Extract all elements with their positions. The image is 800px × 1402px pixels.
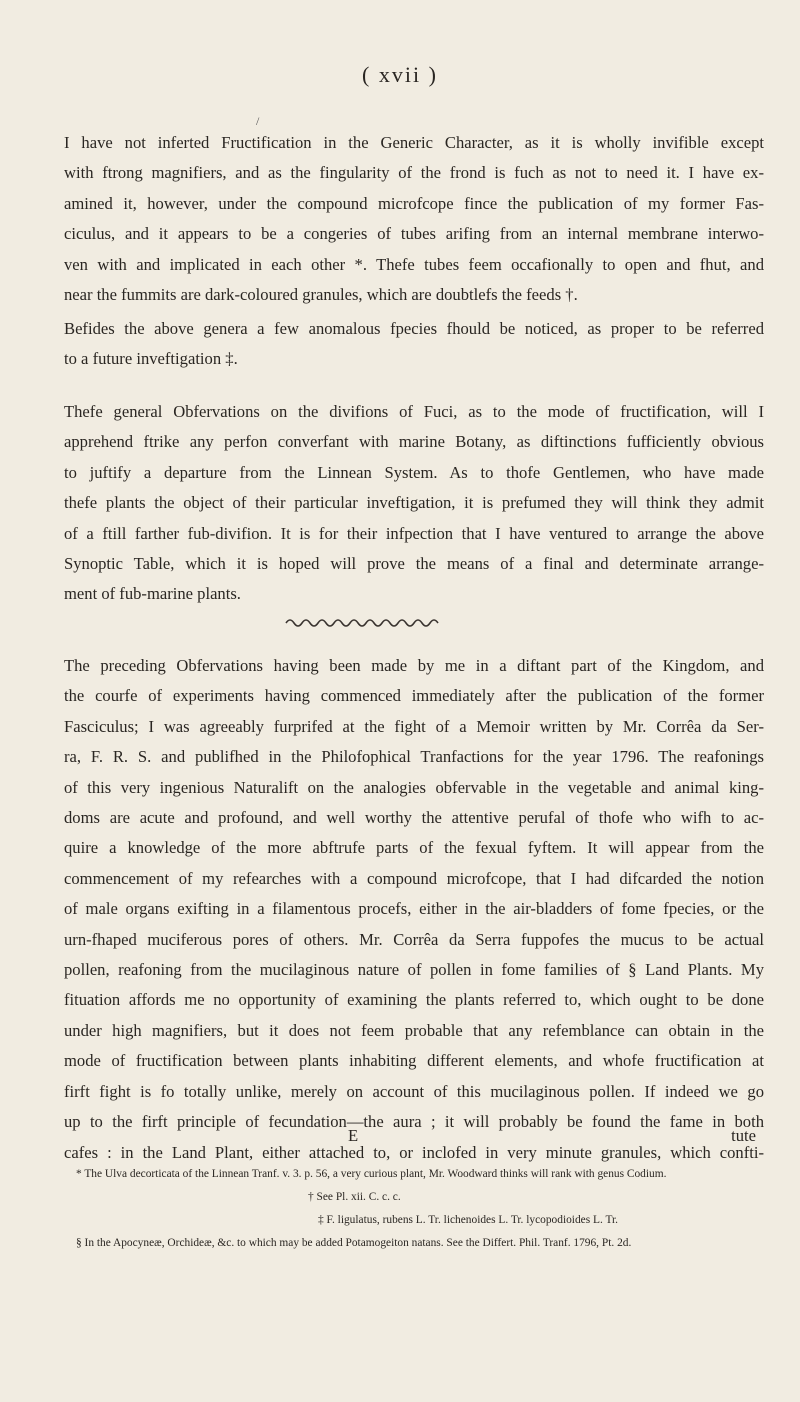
paragraph-2 bbox=[36, 314, 764, 375]
page-number: ( xvii ) bbox=[362, 62, 438, 87]
text-line: firft fight is fo totally unlike, merely on account of this mucilaginous pollen. If indeed we go bbox=[64, 1081, 764, 1101]
text-line: fituation affords me no opportunity of examining the plants referred to, which ought to be done bbox=[64, 990, 764, 1010]
text-line: ciculus, and it appears to be a congeries of tubes arifing from an internal membrane interwo- bbox=[64, 224, 764, 244]
text-line: pollen, reafoning from the mucilaginous nature of pollen in fome families of § Land Plants. My bbox=[64, 960, 764, 980]
text-line: Synoptic Table, which it is hoped will prove the means of a final and determinate arrange- bbox=[64, 554, 764, 574]
text-line: of this very ingenious Naturalift on the analogies obfervable in the vegetable and animal king- bbox=[64, 777, 764, 797]
text-line: Fasciculus; I was agreeably furprifed at the fight of a Memoir written by Mr. Corrêa da Ser- bbox=[64, 716, 764, 736]
text-line: up to the firft principle of fecundation—the aura ; it will probably be found the fame in both bbox=[64, 1112, 764, 1132]
paragraph-1 bbox=[36, 128, 764, 310]
catchword: tute bbox=[731, 1126, 756, 1145]
text-line: ment of fub-marine plants. bbox=[64, 584, 241, 604]
text-line: with ftrong magnifiers, and as the fingularity of the frond is fuch as not to need it. I have ex- bbox=[64, 163, 764, 183]
text-line: thefe plants the object of their particular inveftigation, it is prefumed they will think they admit bbox=[64, 493, 764, 513]
text-line: ven with and implicated in each other *. Thefe tubes feem occafionally to open and fhut, and bbox=[64, 254, 764, 274]
text-line: the courfe of experiments having commenced immediately after the publication of the former bbox=[64, 686, 764, 706]
text-line: Befides the above genera a few anomalous fpecies fhould be noticed, as proper to be referred bbox=[64, 319, 764, 338]
stray-mark: / bbox=[256, 114, 260, 128]
text-line: quire a knowledge of the more abftrufe parts of the fexual fyftem. It will appear from the bbox=[64, 838, 764, 858]
footnotes bbox=[48, 1163, 760, 1255]
text-line: of a ftill farther fub-divifion. It is for their infpection that I have ventured to arrange the above bbox=[64, 523, 764, 543]
text-line: The preceding Obfervations having been made by me in a diftant part of the Kingdom, and bbox=[64, 656, 764, 675]
text-line: commencement of my refearches with a compound microfcope, that I had difcarded the notion bbox=[64, 868, 764, 888]
footnote: † See Pl. xii. C. c. c. bbox=[308, 1191, 401, 1203]
text-line: apprehend ftrike any perfon converfant with marine Botany, as diftinctions fufficiently obvious bbox=[64, 432, 764, 452]
text-line: urn-fhaped muciferous pores of others. Mr. Corrêa da Serra fuppofes the mucus to be actual bbox=[64, 929, 764, 949]
footnote: § In the Apocyneæ, Orchideæ, &c. to which may be added Potamogeiton natans. See the Differt. Phil. Tranf. 1796, Pt. 2d. bbox=[76, 1237, 632, 1249]
text-line: of male organs exifting in a filamentous procefs, either in the air-bladders of fome fpecies, or the bbox=[64, 899, 764, 919]
text-line: cafes : in the Land Plant, either attached to, or inclofed in very minute granules, which confti- bbox=[64, 1142, 764, 1162]
footnote: ‡ F. ligulatus, rubens L. Tr. lichenoides L. Tr. lycopodioides L. Tr. bbox=[318, 1214, 619, 1226]
ornamental-rule bbox=[284, 616, 442, 630]
text-line: to juftify a departure from the Linnean System. As to thofe Gentlemen, who have made bbox=[64, 462, 764, 482]
text-line: mode of fructification between plants inhabiting different elements, and whofe fructification at bbox=[64, 1051, 764, 1071]
text-line: near the fummits are dark-coloured granules, which are doubtlefs the feeds †. bbox=[64, 285, 578, 305]
text-line: amined it, however, under the compound microfcope fince the publication of my former Fas- bbox=[64, 193, 764, 213]
text-line: I have not inferted Fructification in the Generic Character, as it is wholly invifible except bbox=[64, 133, 764, 152]
text-line: to a future inveftigation ‡. bbox=[64, 349, 238, 369]
text-line: under high magnifiers, but it does not feem probable that any refemblance can obtain in the bbox=[64, 1020, 764, 1040]
footnote: * The Ulva decorticata of the Linnean Tranf. v. 3. p. 56, a very curious plant, Mr. Woodward thinks will rank with genus Codium. bbox=[76, 1168, 667, 1180]
text-line: doms are acute and profound, and well worthy the attentive perufal of thofe who wifh to ac- bbox=[64, 808, 764, 828]
paragraph-4 bbox=[36, 651, 764, 1168]
text-line: Thefe general Obfervations on the divifions of Fuci, as to the mode of fructification, will I bbox=[64, 402, 764, 421]
signature-mark: E bbox=[348, 1126, 359, 1145]
text-line: ra, F. R. S. and publifhed in the Philofophical Tranfactions for the year 1796. The reafonings bbox=[64, 747, 764, 767]
paragraph-3 bbox=[36, 397, 764, 610]
